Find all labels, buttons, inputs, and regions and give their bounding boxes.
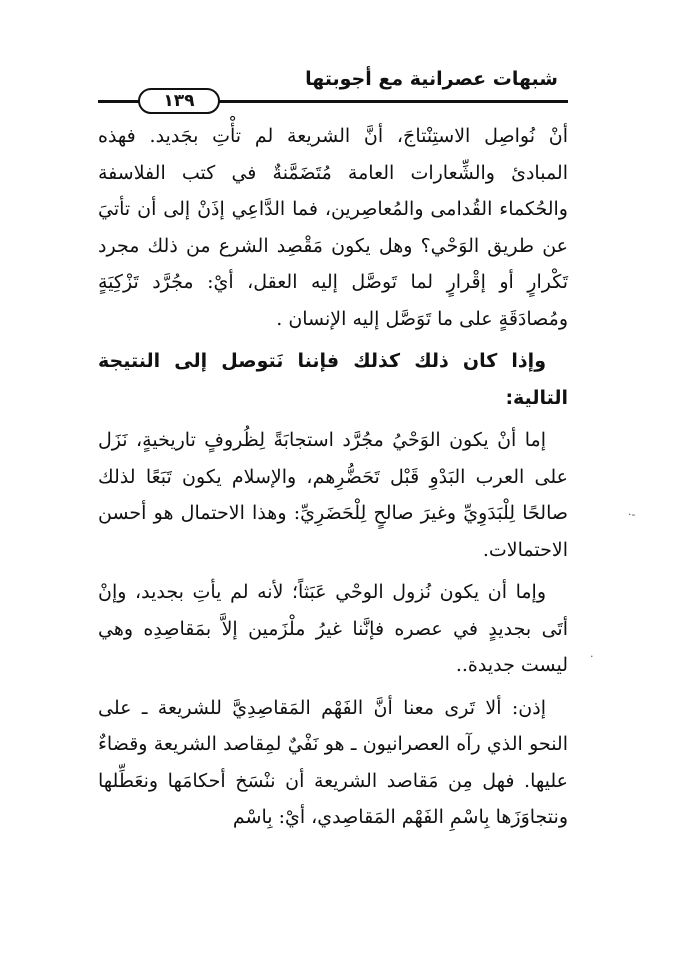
paragraph: أنْ نُواصِل الاستِنْتاجَ، أنَّ الشريعة لم تأْتِ بجَديد. فهذه المبادئ والشِّعارات العامة مُتَضَمَّنةٌ في كتب الفلاسفة والحُكماء القُدامى والمُعاصِرين، فما الدَّاعِي إذَنْ إلى أن تأتيَ عن طريق الوَحْي؟ وهل يكون مَقْصِد الشرع من ذلك مجرد تَكْرارٍ أو إقْرارٍ لما تَوصَّل إليه العقل، أيْ: مجُرَّد تَزْكِيَةٍ ومُصادَقَةٍ على ما تَوَصَّل إليه الإنسان . bbox=[98, 125, 568, 330]
running-title: شبهات عصرانية مع أجوبتها bbox=[305, 68, 558, 90]
paragraph: إذن: ألا تَرى معنا أنَّ الفَهْم المَقاصِدِيَّ للشريعة ـ على النحو الذي رآه العصرانيون ـ هو نَفْيٌ لمِقاصد الشريعة وقضاءٌ عليها. فهل مِن مَقاصد الشريعة أن ننْسَخ أحكامَها ونعَطِّلها ونتجاوَزَها بِاسْمِ الفَهْم المَقاصِدي، أيْ: بِاسْم bbox=[98, 696, 568, 828]
paragraph: إما أنْ يكون الوَحْيُ مجُرَّد استجابَةً لِظُروفٍ تاريخيةٍ، نَزَل على العرب البَدْوِ قَبْل تَحَضُّرِهم، والإسلام يكون تَبَعًا لذلك صالحًا لِلْبَدَوِيِّ وغيرَ صالحٍ لِلْحَضَرِيِّ: وهذا الاحتمال هو أحسن الاحتمالات. bbox=[98, 429, 568, 561]
body-text bbox=[98, 118, 568, 842]
margin-speck: · bbox=[590, 650, 594, 663]
page-number: ١٣٩ bbox=[138, 88, 220, 114]
page-header bbox=[98, 62, 568, 110]
paragraph-heading: وإذا كان ذلك كذلك فإننا نَتوصل إلى النتيجة التالية: bbox=[98, 350, 568, 409]
margin-speck: ·- bbox=[628, 508, 636, 521]
paragraph: وإما أن يكون نُزول الوحْي عَبَثاً؛ لأنه لم يأتِ بجديد، وإنْ أتَى بجديدٍ في عصره فإنَّنا غيرُ ملْزَمين إلاَّ بمَقاصِدِه وهي ليست جديدة.. bbox=[98, 581, 568, 676]
